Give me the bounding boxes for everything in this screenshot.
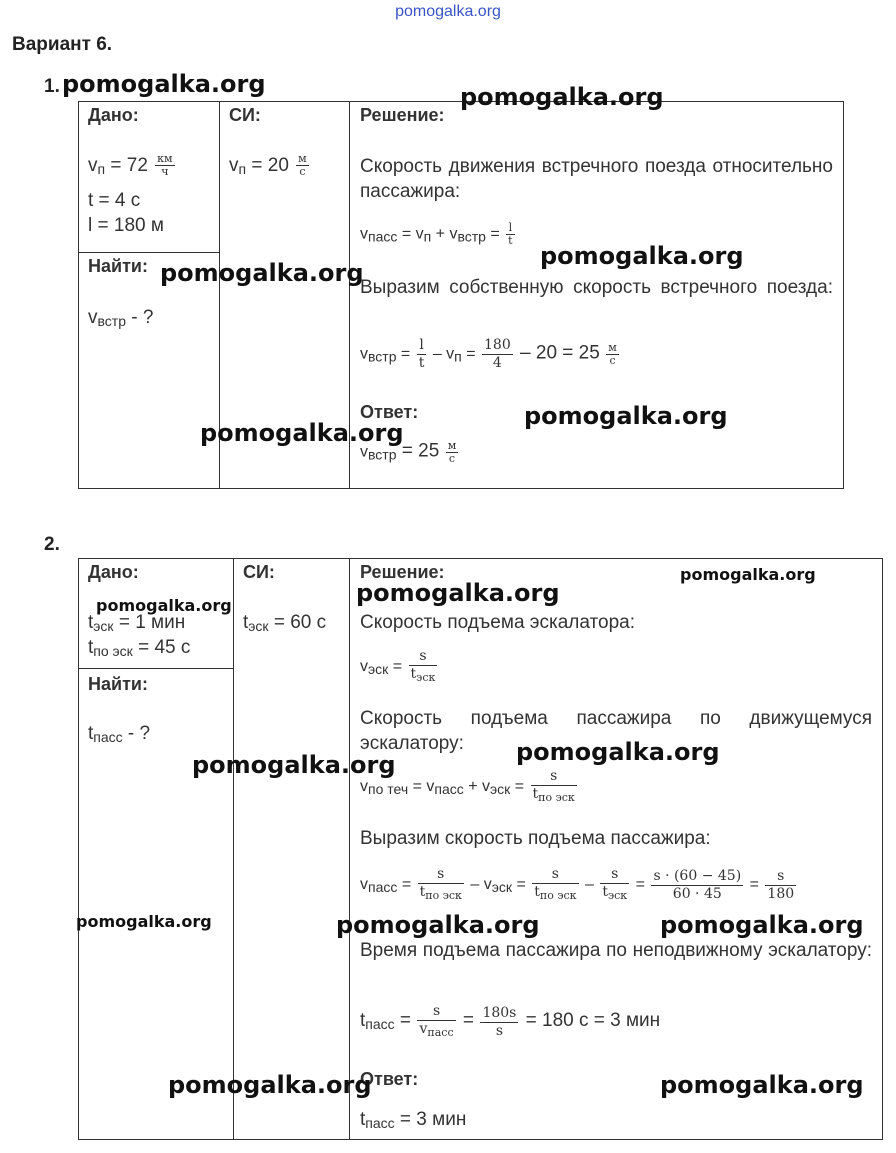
problem1-si-vp: $v_п = 20$ $\frac{м}{с}$ [229,152,307,179]
watermark: pomogalka.org [524,402,728,430]
watermark: pomogalka.org [62,70,266,98]
problem1-find-value: $v_{встр}$ - ? [88,307,154,329]
problem2-given-t1: $t_{эск} = 1$ мин [88,612,186,634]
watermark: pomogalka.org [168,1071,372,1099]
problem2-divider [233,558,234,1140]
problem2-answer-value: $t_{пасс} = 3$ мин [360,1109,467,1131]
problem1-si-header: СИ: [229,105,261,125]
problem1-solution-header: Решение: [360,105,445,125]
watermark: pomogalka.org [540,242,744,270]
watermark: pomogalka.org [200,419,404,447]
problem2-solution-header: Решение: [360,562,445,582]
watermark: pomogalka.org [660,911,864,939]
problem2-eq3: vпасс = $\frac{s}{t_{по эск}}$ – vэск = $\frac{s}{t_{по эск}}$ – $\frac{s}{t_{эск}}$ = $\frac{s \cdot (60 - 45)}{60 \cdot 45}$ = $\frac{s}{180}$ [360,866,795,902]
problem1-answer-value: vвстр = 25 $\frac{м}{с}$ [360,439,457,465]
problem1-given-header: Дано: [88,105,139,125]
problem1-given-vp: $v_п = 72$ $\frac{км}{ч}$ [88,152,173,179]
problem2-divider [78,668,233,669]
watermark: pomogalka.org [680,565,816,584]
problem2-text4: Время подъема пассажира по неподвижному эскалатору: [360,940,872,961]
problem2-si-t: $t_{эск} = 60$ с [243,612,327,634]
problem1-eq2: vвстр = $\frac{l}{t}$ – vп = $\frac{180}{4}$ – 20 = 25 $\frac{м}{с}$ [360,337,617,371]
problem2-number: 2. [44,534,60,555]
problem2-si-header: СИ: [243,562,275,582]
watermark: pomogalka.org [160,259,364,287]
watermark: pomogalka.org [460,83,664,111]
problem1-text1: Скорость движения встречного поезда относительно пассажира: [360,156,833,202]
problem2-text2: Скорость подъема пассажира по движущемуся эскалатору: [360,708,872,754]
problem1-given-l: l = 180 м [88,215,164,236]
problem2-given-t2: $t_{по эск} = 45$ с [88,637,191,659]
problem2-answer-header: Ответ: [360,1069,419,1089]
watermark: pomogalka.org [96,596,232,615]
problem2-find-value: $t_{пасс}$ - ? [88,723,151,745]
problem1-find-header: Найти: [88,256,148,276]
problem2-text1: Скорость подъема эскалатора: [360,612,635,633]
problem1-divider [78,252,219,253]
problem1-answer-header: Ответ: [360,402,419,422]
problem2-text3: Выразим скорость подъема пассажира: [360,828,711,849]
problem1-number: 1. [44,76,60,97]
problem2-eq4: tпасс = $\frac{s}{v_{пасс}}$ = $\frac{180s}{s}$ = 180 с = 3 мин [360,1003,661,1039]
site-url[interactable]: pomogalka.org [395,3,501,20]
watermark: pomogalka.org [660,1071,864,1099]
problem2-eq1: vэск = $\frac{s}{t_{эск}}$ [360,648,436,684]
problem1-eq1: vпасс = vп + vвстр = $\frac{l}{t}$ [360,221,513,247]
watermark: pomogalka.org [516,738,720,766]
problem2-find-header: Найти: [88,674,148,694]
problem1-text2: Выразим собственную скорость встречного поезда: [360,277,833,298]
variant-title: Вариант 6. [12,34,113,55]
watermark: pomogalka.org [192,751,396,779]
watermark: pomogalka.org [336,911,540,939]
problem2-given-header: Дано: [88,562,139,582]
problem2-eq2: vпо теч = vпасс + vэск = $\frac{s}{t_{по эск}}$ [360,768,575,804]
watermark: pomogalka.org [76,912,212,931]
problem1-given-t: t = 4 с [88,190,141,211]
watermark: pomogalka.org [356,579,560,607]
problem2-divider [349,558,350,1140]
